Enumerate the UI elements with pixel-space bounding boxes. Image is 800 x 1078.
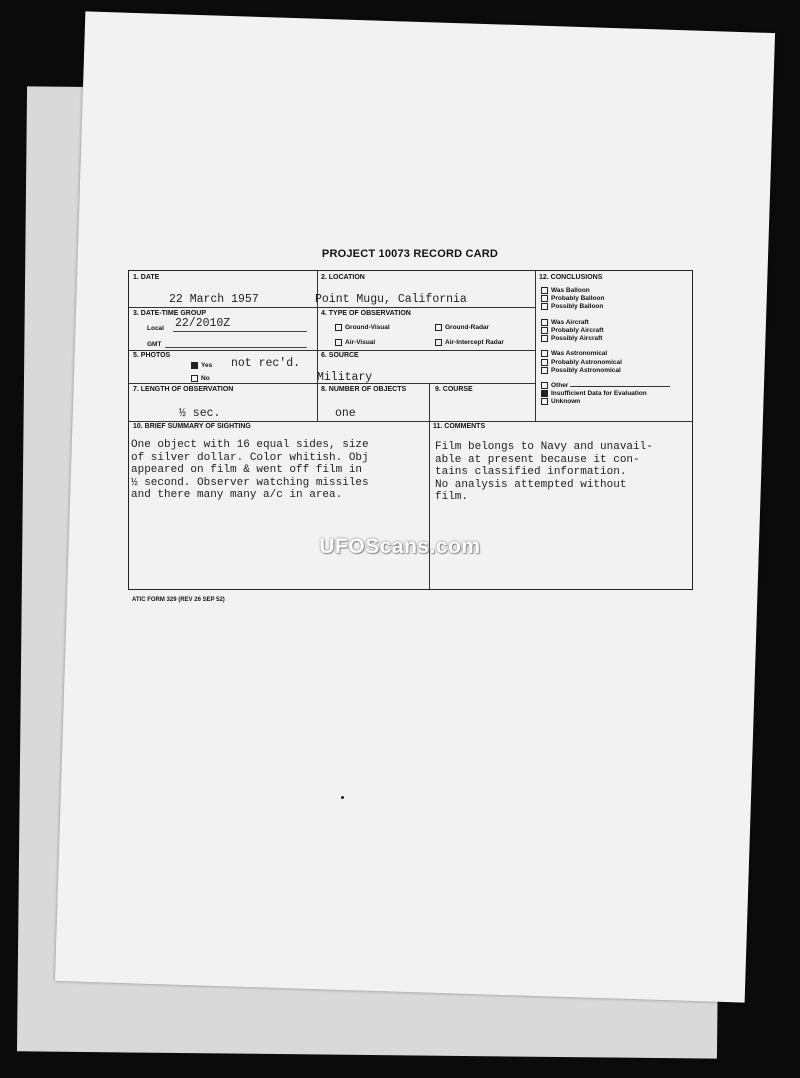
comments-line: able at present because it con-: [435, 453, 640, 466]
checkbox-icon: [435, 339, 442, 346]
photos-value: not rec'd.: [231, 357, 301, 370]
checkbox-icon: [191, 362, 198, 369]
row-divider: [129, 307, 535, 308]
summary-line: and there many many a/c in area.: [131, 489, 343, 501]
summary-line: ½ second. Observer watching missiles: [131, 476, 369, 489]
conclusion-item: Probably Balloon: [541, 295, 670, 303]
checkbox-icon: [541, 295, 548, 302]
checkbox-icon: [335, 324, 342, 331]
record-card: [124, 248, 696, 618]
checkbox-icon: [191, 375, 198, 382]
type-option: Ground-Visual: [335, 324, 390, 331]
card-title: PROJECT 10073 RECORD CARD: [321, 248, 499, 260]
watermark: UFOScans.com: [319, 535, 481, 558]
form-footer: ATIC FORM 329 (REV 26 SEP 52): [132, 597, 225, 603]
checkbox-icon: [541, 287, 548, 294]
summary-label: 10. BRIEF SUMMARY OF SIGHTING: [133, 423, 251, 430]
comments-line: Film belongs to Navy and unavail-: [435, 441, 653, 453]
local-label: Local: [147, 325, 164, 332]
checkbox-icon: [541, 398, 548, 405]
source-value: Military: [317, 371, 373, 384]
type-option: Air-Intercept Radar: [435, 339, 504, 346]
checkbox-icon: [541, 319, 548, 326]
checkbox-icon: [541, 350, 548, 357]
conclusions-list: [541, 287, 670, 407]
comments-line: No analysis attempted without: [435, 478, 627, 491]
checkbox-icon: [541, 327, 548, 334]
length-value: ½ sec.: [179, 407, 221, 420]
checkbox-icon: [541, 390, 548, 397]
date-label: 1. DATE: [133, 274, 160, 281]
checkbox-icon: [541, 335, 548, 342]
conclusion-item: Possibly Balloon: [541, 303, 670, 311]
objects-value: one: [335, 407, 356, 420]
comments-line: film.: [435, 491, 469, 503]
conclusion-item: Insufficient Data for Evaluation: [541, 390, 670, 398]
local-value: 22/2010Z: [175, 317, 231, 330]
local-underline: [173, 331, 307, 332]
summary-line: appeared on film & went off film in: [131, 464, 363, 476]
summary-text: [131, 439, 369, 502]
photos-label: 5. PHOTOS: [133, 352, 171, 359]
objects-label: 8. NUMBER OF OBJECTS: [321, 386, 407, 393]
row-divider: [129, 350, 535, 351]
conclusion-item: Was Balloon: [541, 287, 670, 295]
type-label: 4. TYPE OF OBSERVATION: [321, 310, 411, 317]
conclusion-item: Unknown: [541, 398, 670, 406]
photos-no: No: [191, 375, 210, 382]
length-label: 7. LENGTH OF OBSERVATION: [133, 386, 234, 393]
paper-speck: [341, 796, 344, 799]
row-divider: [129, 421, 692, 422]
col-divider: [429, 383, 430, 421]
comments-label: 11. COMMENTS: [433, 423, 486, 430]
conclusion-item: Was Astronomical: [541, 350, 670, 358]
dtg-label: 3. DATE-TIME GROUP: [133, 310, 206, 317]
conclusion-item: Probably Aircraft: [541, 327, 670, 335]
checkbox-icon: [541, 367, 548, 374]
type-option: Ground-Radar: [435, 324, 489, 331]
conclusion-item: Possibly Aircraft: [541, 335, 670, 343]
comments-text: [435, 441, 653, 504]
gmt-label: GMT: [147, 341, 162, 348]
location-value: Point Mugu, California: [315, 293, 467, 306]
conclusion-item: Other: [541, 382, 670, 390]
checkbox-icon: [541, 303, 548, 310]
gmt-underline: [165, 347, 307, 348]
summary-line: One object with 16 equal sides, size: [131, 439, 369, 451]
conclusion-item: Probably Astronomical: [541, 359, 670, 367]
conclusions-label: 12. CONCLUSIONS: [539, 274, 603, 281]
location-label: 2. LOCATION: [321, 274, 365, 281]
summary-line: of silver dollar. Color whitish. Obj: [131, 451, 369, 464]
type-option: Air-Visual: [335, 339, 375, 346]
photos-yes: Yes: [191, 362, 212, 369]
checkbox-icon: [435, 324, 442, 331]
date-value: 22 March 1957: [169, 293, 259, 306]
checkbox-icon: [541, 382, 548, 389]
conclusion-item: Was Aircraft: [541, 319, 670, 327]
col-divider: [535, 271, 536, 421]
checkbox-icon: [335, 339, 342, 346]
checkbox-icon: [541, 359, 548, 366]
source-label: 6. SOURCE: [321, 352, 359, 359]
course-label: 9. COURSE: [435, 386, 473, 393]
conclusion-item: Possibly Astronomical: [541, 367, 670, 375]
comments-line: tains classified information.: [435, 466, 627, 478]
